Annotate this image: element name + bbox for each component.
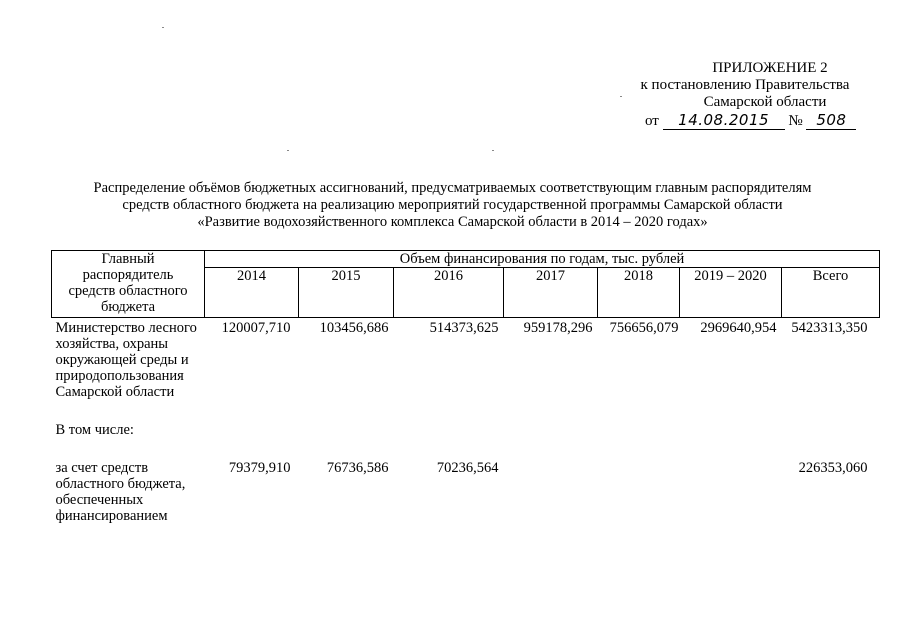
- annex-line-3: Самарской области: [703, 94, 827, 110]
- cell-total: 226353,060: [798, 460, 868, 476]
- annex-date-line: [645, 112, 856, 130]
- cell-2015: 76736,586: [326, 460, 389, 476]
- cell-2018: [598, 458, 680, 524]
- cell-2016: 514373,625: [429, 320, 499, 336]
- title-line-2: средств областного бюджета на реализацию мероприятий государственной программы Самарской области: [122, 197, 783, 213]
- empty-cells: [205, 420, 880, 438]
- title-line-3: «Развитие водохозяйственного комплекса Самарской области в 2014 – 2020 годах»: [197, 214, 708, 230]
- cell-2019-2020: 2969640,954: [700, 320, 777, 336]
- table-row: [52, 458, 880, 524]
- table-row: [52, 318, 880, 401]
- cell-2014: 120007,710: [221, 320, 291, 336]
- header-year-2019-2020: 2019 – 2020: [680, 268, 782, 318]
- handwritten-date: 14.08.2015: [663, 112, 785, 130]
- spacer: [52, 438, 880, 458]
- handwritten-number: 508: [806, 112, 856, 130]
- header-distributor: Главный распорядитель средств областного бюджета: [52, 251, 205, 318]
- header-year-2017: 2017: [504, 268, 598, 318]
- number-label: №: [788, 113, 803, 129]
- cell-total: 5423313,350: [791, 320, 868, 336]
- row-label: за счет средств областного бюджета, обеспеченных финансированием: [55, 460, 186, 524]
- cell-2015: 103456,686: [319, 320, 389, 336]
- cell-2018: 756656,079: [609, 320, 679, 336]
- cell-2017: 959178,296: [523, 320, 593, 336]
- header-financing-group: Объем финансирования по годам, тыс. рублей: [205, 251, 880, 268]
- cell-2017: [504, 458, 598, 524]
- annex-title: ПРИЛОЖЕНИЕ 2: [712, 60, 828, 76]
- header-total: Всего: [782, 268, 880, 318]
- scan-speck: [492, 150, 494, 151]
- row-label: В том числе:: [55, 422, 134, 438]
- scan-speck: [162, 27, 164, 28]
- scan-speck: [620, 96, 622, 97]
- budget-table: [51, 250, 880, 524]
- document-title: [40, 180, 865, 231]
- table-row: [52, 420, 880, 438]
- annex-line-2: к постановлению Правительства: [640, 77, 850, 93]
- header-year-2014: 2014: [205, 268, 299, 318]
- row-label: Министерство лесного хозяйства, охраны окружающей среды и природопользования Самарской области: [55, 320, 197, 400]
- title-line-1: Распределение объёмов бюджетных ассигнований, предусматриваемых соответствующим главным распорядителям: [93, 180, 812, 196]
- cell-2016: 70236,564: [436, 460, 499, 476]
- header-year-2015: 2015: [299, 268, 394, 318]
- from-label: от: [645, 113, 659, 129]
- scan-speck: [287, 150, 289, 151]
- cell-2014: 79379,910: [228, 460, 291, 476]
- header-year-2016: 2016: [394, 268, 504, 318]
- spacer: [52, 400, 880, 420]
- cell-2019-2020: [680, 458, 782, 524]
- header-year-2018: 2018: [598, 268, 680, 318]
